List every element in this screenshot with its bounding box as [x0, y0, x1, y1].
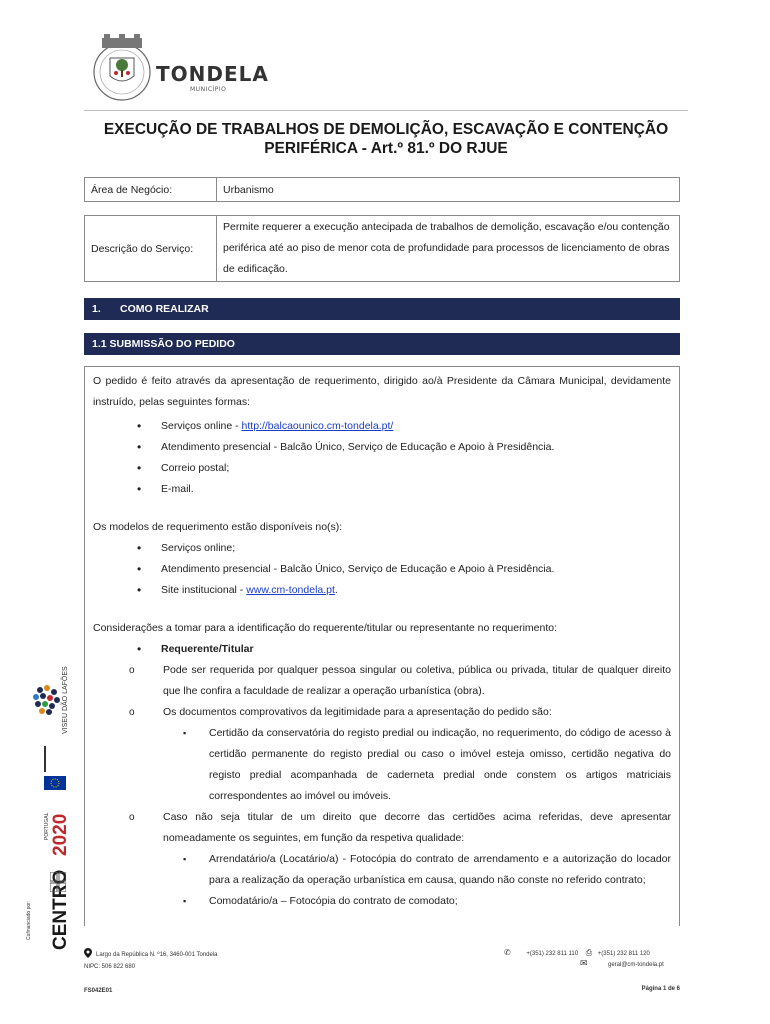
models-intro: Os modelos de requerimento estão disponíveis no(s):	[93, 521, 343, 533]
fax-icon: ⎙	[585, 948, 593, 957]
section-header-como-realizar	[84, 298, 680, 320]
document-title	[84, 120, 688, 158]
list-item: ▪ Certidão da conservatória do registo predial ou indicação, no requerimento, do código de acesso à certidão permanente do registo predial ou caso o imóvel esteja omisso, certidão negativa do registo predial acompanhada de caderneta predial onde constem os artigos matriciais correspondentes ao imóvel ou imóveis.	[179, 723, 671, 807]
list-item: o Caso não seja titular de um direito que decorre das certidões acima referidas, deve apresentar nomeadamente os seguintes, em função da respetiva qualidade: ▪ Arrendatário/a (Locatário/a) - Fotocópia do contrato de arrendamento e a autorização do locador para a realização da operação urbanística em causa, quando não conste no referido contrato; ▪ Comodatário/a – Fotocópia do contrato de comodato;	[123, 807, 671, 912]
list-item: ▪ Comodatário/a – Fotocópia do contrato de comodato;	[179, 891, 671, 912]
list-item: o Pode ser requerida por qualquer pessoa singular ou coletiva, pública ou privada, titular de qualquer direito que lhe confira a faculdade de realizar a operação urbanística (obra).	[123, 660, 671, 702]
email-icon: ✉	[580, 958, 588, 968]
section-number: 1.	[92, 303, 101, 315]
list-item: ▪ Arrendatário/a (Locatário/a) - Fotocópia do contrato de arrendamento e a autorização do locador para a realização da operação urbanística em causa, quando não conste no referido contrato;	[179, 849, 671, 891]
list-item: o Os documentos comprovativos da legitimidade para a apresentação do pedido são: ▪ Certidão da conservatória do registo predial ou indicação, no requerimento, do código de acesso à certidão permanente do registo predial ou caso o imóvel esteja omisso, certidão negativa do registo predial acompanhada de caderneta predial onde constem os artigos matriciais correspondentes ao imóvel ou imóveis.	[123, 702, 671, 807]
balcao-unico-link[interactable]: http://balcaounico.cm-tondela.pt/	[241, 420, 394, 432]
centro-logo: CENTRO	[50, 869, 71, 950]
footer-nipc: NIPC: 506 822 680	[84, 964, 136, 970]
quality-list	[179, 849, 671, 912]
page-number: Página 1 de 6	[641, 986, 680, 992]
title-line-1: EXECUÇÃO DE TRABALHOS DE DEMOLIÇÃO, ESCAVAÇÃO E CONTENÇÃO	[103, 121, 669, 138]
subsection-title: 1.1 SUBMISSÃO DO PEDIDO	[92, 338, 235, 350]
centro-grid-icon	[50, 872, 66, 892]
brand-subtitle: MUNICÍPIO	[190, 86, 227, 93]
footer-phone: +(351) 232 811 110	[526, 951, 579, 957]
requerente-heading: • Requerente/Titular	[133, 639, 671, 660]
footer-fax: +(351) 232 811 120	[597, 951, 650, 957]
submission-content	[84, 366, 680, 926]
brand-name: TONDELA	[156, 62, 269, 86]
header-divider	[84, 110, 688, 111]
considerations-paragraph: Considerações a tomar para a identificação do requerente/titular ou representante no requerimento:	[93, 622, 558, 634]
channels-list	[133, 416, 671, 500]
site-institucional-link[interactable]: www.cm-tondela.pt	[246, 584, 335, 596]
cofinancing-logos	[26, 666, 76, 950]
list-item: • E-mail.	[133, 479, 671, 500]
title-line-2: PERIFÉRICA - Art.º 81.º DO RJUE	[264, 140, 508, 157]
p2020-logo: 2020	[50, 813, 71, 856]
list-item: • Serviços online;	[133, 538, 671, 559]
footer-phones	[504, 948, 684, 958]
list-item: • Correio postal;	[133, 458, 671, 479]
viseu-text: VISEU DÃO LAFÕES	[62, 666, 69, 734]
list-item: • Atendimento presencial - Balcão Único, Serviço de Educação e Apoio à Presidência.	[133, 559, 671, 580]
list-item: • Site institucional - www.cm-tondela.pt.	[133, 580, 671, 601]
footer-address: Largo da República N. º16, 3460-001 Tondela	[84, 948, 324, 958]
subsection-header-submissao	[84, 333, 680, 355]
cofinanciado-label: Cofinanciado por:	[26, 900, 32, 940]
intro-paragraph: O pedido é feito através da apresentação de requerimento, dirigido ao/à Presidente da Câmara Municipal, devidamente instruído, pelas seguintes formas:	[93, 375, 671, 408]
location-pin-icon	[84, 948, 92, 958]
govt-mark	[44, 746, 46, 772]
footer-email: geral@cm-tondela.pt	[608, 962, 664, 968]
viseu-dao-lafoes-logo-icon	[26, 680, 66, 730]
models-list	[133, 538, 671, 601]
phone-icon: ✆	[504, 948, 511, 957]
list-item: • Atendimento presencial - Balcão Único, Serviço de Educação e Apoio à Presidência.	[133, 437, 671, 458]
municipality-logo	[88, 32, 278, 104]
service-description-value: Permite requerer a execução antecipada de trabalhos de demolição, escavação e/ou contenção periférica até ao piso de menor cota de profundidade para processos de licenciamento de obras de edificação.	[217, 216, 680, 282]
eu-flag-icon	[44, 776, 66, 790]
documents-list	[179, 723, 671, 807]
service-description-label: Descrição do Serviço:	[85, 216, 217, 282]
portugal-text: PORTUGAL	[44, 812, 50, 840]
requerente-list	[123, 660, 671, 912]
section-title: COMO REALIZAR	[120, 303, 209, 315]
business-area-label: Área de Negócio:	[85, 178, 217, 202]
business-area-table	[84, 177, 680, 202]
service-description-table	[84, 215, 680, 282]
document-code: FS042E01	[84, 988, 113, 994]
business-area-value: Urbanismo	[217, 178, 680, 202]
list-item: • Serviços online - http://balcaounico.cm-tondela.pt/	[133, 416, 671, 437]
